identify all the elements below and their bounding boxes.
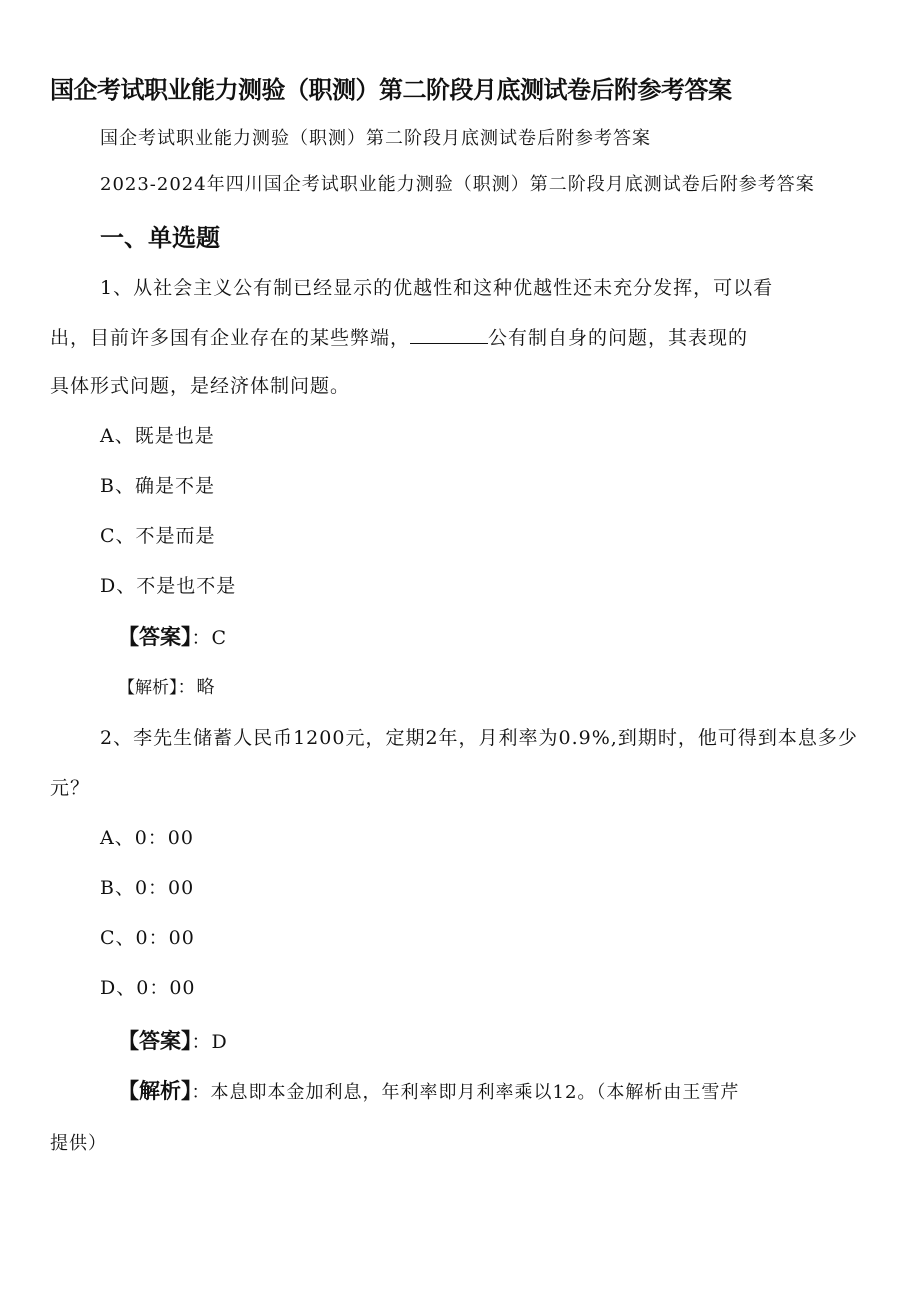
q2-option-b: B、0：00: [100, 877, 195, 899]
q1-answer-label: 【答案】: [118, 625, 192, 649]
document-subtitle: 国企考试职业能力测验（职测）第二阶段月底测试卷后附参考答案: [100, 128, 651, 149]
document-title: 国企考试职业能力测验（职测）第二阶段月底测试卷后附参考答案: [50, 76, 732, 104]
q2-stem-line1: 2、李先生储蓄人民币1200元，定期2年，月利率为0.9%,到期时，他可得到本息多少: [100, 727, 858, 749]
q1-stem-after-blank: 公有制自身的问题，其表现的: [488, 327, 749, 349]
q2-analysis-value: ：本息即本金加利息，年利率即月利率乘以12。（本解析由王雪芹: [191, 1082, 740, 1103]
q1-option-c: C、不是而是: [100, 525, 216, 547]
q1-stem-before-blank: 出，目前许多国有企业存在的某些弊端，: [50, 327, 411, 349]
q1-stem-line2: [50, 323, 748, 350]
q2-option-d: D、0：00: [100, 977, 196, 999]
q1-analysis-label: 【解析】: [118, 678, 178, 698]
q1-option-b: B、确是不是: [100, 475, 215, 497]
q1-answer-value: ：C: [191, 627, 228, 649]
q1-fill-blank: [410, 325, 488, 344]
q1-analysis: [118, 673, 216, 699]
q2-answer-value: ：D: [191, 1031, 228, 1053]
q1-stem-line3: 具体形式问题，是经济体制问题。: [50, 375, 351, 397]
document-subtitle-year: 2023-2024年四川国企考试职业能力测验（职测）第二阶段月底测试卷后附参考答案: [100, 174, 815, 195]
q2-stem-line2: 元？: [50, 777, 91, 799]
q1-option-a: A、既是也是: [100, 425, 215, 447]
q2-answer: [118, 1025, 228, 1055]
q2-analysis-line2: 提供）: [50, 1133, 107, 1154]
q1-answer: [118, 621, 227, 651]
q2-answer-label: 【答案】: [118, 1029, 192, 1053]
q1-analysis-value: ：略: [177, 677, 216, 698]
q1-option-d: D、不是也不是: [100, 575, 237, 597]
section-heading: 一、单选题: [100, 224, 220, 252]
q2-option-c: C、0：00: [100, 927, 195, 949]
q2-option-a: A、0：00: [100, 827, 194, 849]
q2-analysis-label: 【解析】: [118, 1079, 192, 1103]
q1-stem-line1: 1、从社会主义公有制已经显示的优越性和这种优越性还未充分发挥，可以看: [100, 277, 774, 299]
q2-analysis: [118, 1075, 739, 1105]
